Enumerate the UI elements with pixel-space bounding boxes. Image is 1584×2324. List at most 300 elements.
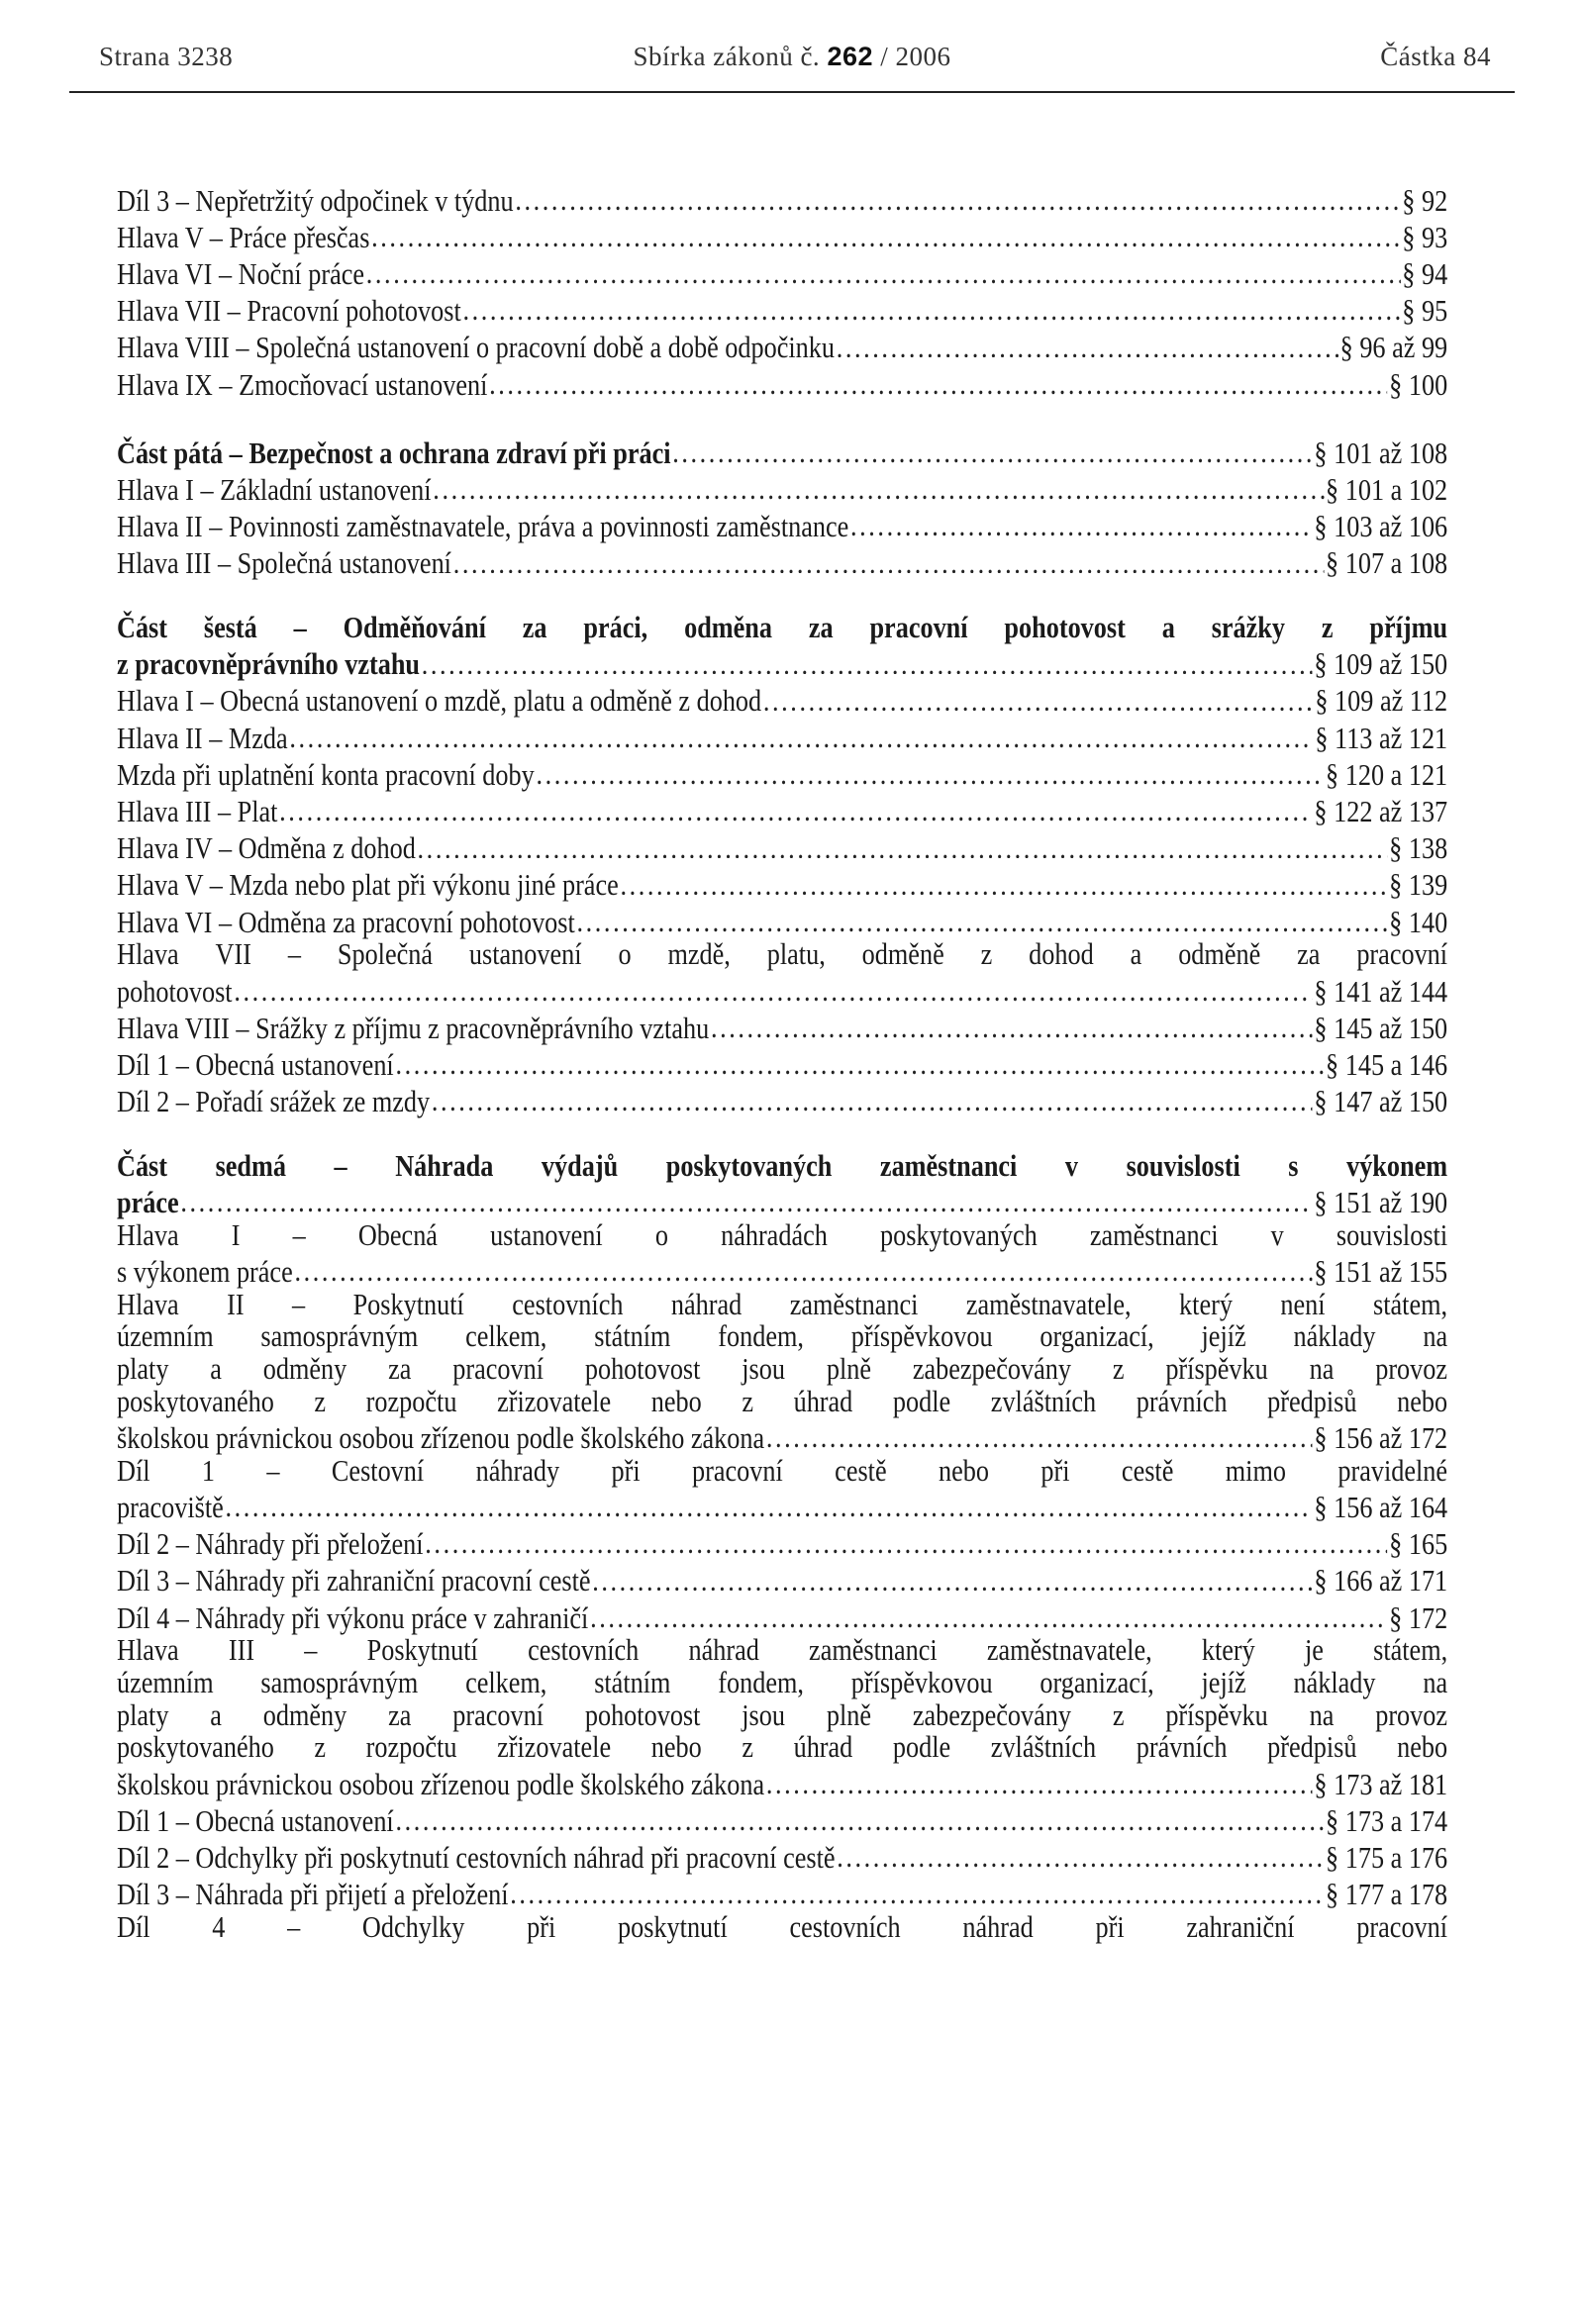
word: odměny <box>262 1352 347 1387</box>
section-reference: § 147 až 150 <box>1314 1085 1448 1119</box>
dot-leader <box>766 1764 1313 1794</box>
toc-part-heading <box>117 612 1447 681</box>
toc-entry-last-line <box>117 328 1447 364</box>
toc-entry-line <box>117 1353 1447 1386</box>
word: poskytovaných <box>879 1217 1038 1252</box>
toc-entry-line <box>117 1455 1447 1488</box>
dot-leader <box>366 253 1401 284</box>
word: cestovních <box>512 1287 624 1321</box>
toc-entry <box>117 1634 1447 1800</box>
toc-entry-last-line <box>117 1487 1447 1523</box>
word: – <box>266 1453 280 1488</box>
word: jsou <box>742 1352 785 1387</box>
word: předpisů <box>1267 1384 1357 1418</box>
word: Hlava <box>117 1633 179 1668</box>
toc-entry-last-line <box>117 718 1447 754</box>
dot-leader <box>418 828 1388 859</box>
dot-leader <box>226 1487 1313 1517</box>
word: – <box>287 937 301 972</box>
word: z <box>1112 1352 1125 1387</box>
word: – <box>293 611 307 645</box>
toc-entry-title: Díl 4 – Náhrady při výkonu práce v zahraničí <box>117 1600 589 1635</box>
word: plně <box>826 1352 871 1387</box>
toc-entry-last-line <box>117 1044 1447 1081</box>
word: předpisů <box>1267 1730 1357 1765</box>
word: státním <box>594 1665 671 1699</box>
word: Hlava <box>117 1287 179 1321</box>
section-reference: § 138 <box>1389 831 1448 866</box>
toc-entry-last-line <box>117 291 1447 328</box>
toc-entry-title: Hlava V – Práce přesčas <box>117 220 370 254</box>
word: pracovní <box>692 1453 783 1488</box>
toc-entry-title: Hlava I – Obecná ustanovení o mzdě, platu a odměně z dohod <box>117 684 762 719</box>
word: fondem, <box>718 1665 804 1699</box>
toc-entry-last-line <box>117 1251 1447 1288</box>
word: fondem, <box>718 1319 804 1354</box>
word: příjmu <box>1369 611 1448 645</box>
word: práci, <box>583 611 648 645</box>
word: mimo <box>1225 1453 1286 1488</box>
toc-entry-last-line <box>117 865 1447 902</box>
word: náklady <box>1293 1319 1376 1354</box>
section-reference: § 122 až 137 <box>1314 795 1448 829</box>
dot-leader <box>279 792 1313 823</box>
toc-entry-title: Díl 2 – Odchylky při poskytnutí cestovních náhrad při pracovní cestě <box>117 1840 836 1875</box>
word: odměně <box>1178 937 1261 972</box>
word: a <box>210 1697 222 1732</box>
word: jejíž <box>1201 1665 1246 1699</box>
toc-entry <box>117 217 1447 253</box>
word: pohotovost <box>1004 611 1126 645</box>
word: při <box>611 1453 641 1488</box>
toc-entry <box>117 469 1447 506</box>
section-reference: § 96 až 99 <box>1339 331 1448 365</box>
word: úhrad <box>793 1730 853 1765</box>
word: zřizovatele <box>497 1384 612 1418</box>
dot-leader <box>763 681 1314 712</box>
toc-entry-title: Hlava IX – Zmocňovací ustanovení <box>117 367 488 402</box>
word: z <box>742 1730 753 1765</box>
word: šestá <box>203 611 257 645</box>
word: poskytovaných <box>665 1148 833 1183</box>
word: Společná <box>337 937 434 972</box>
word: Díl <box>117 1909 150 1944</box>
section-reference: § 103 až 106 <box>1314 510 1448 544</box>
word: provoz <box>1375 1697 1448 1732</box>
toc-entry-title: Hlava VI – Noční práce <box>117 256 365 291</box>
word: výdajů <box>541 1148 619 1183</box>
toc-entry-last-line <box>117 754 1447 791</box>
toc-entry-line <box>117 1911 1447 1944</box>
toc-entry <box>117 754 1447 791</box>
section-reference: § 151 až 190 <box>1314 1186 1448 1220</box>
toc-entry <box>117 291 1447 328</box>
toc-entry <box>117 1800 1447 1837</box>
dot-leader <box>711 1008 1313 1038</box>
section-reference: § 101 až 108 <box>1314 436 1448 470</box>
word: není <box>1280 1287 1326 1321</box>
word: cestovních <box>789 1909 901 1944</box>
toc-entry <box>117 1561 1447 1598</box>
word: samosprávným <box>260 1319 419 1354</box>
toc-entry-last-line <box>117 1418 1447 1455</box>
toc-entry-line <box>117 1731 1447 1764</box>
toc-entry-title: Hlava VII – Pracovní pohotovost <box>117 294 461 329</box>
toc-entry <box>117 507 1447 543</box>
toc-entry <box>117 1911 1447 1944</box>
word: zahraniční <box>1186 1909 1295 1944</box>
dot-leader <box>837 1837 1324 1868</box>
dot-leader <box>577 902 1388 932</box>
toc-entry-title: Hlava II – Mzda <box>117 721 288 755</box>
toc-entry-title: školskou právnickou osobou zřízenou podle školského zákona <box>117 1767 765 1801</box>
toc-entry-last-line <box>117 1764 1447 1800</box>
word: dohod <box>1029 937 1094 972</box>
word: odměna <box>684 611 772 645</box>
word: Obecná <box>357 1217 438 1252</box>
dot-leader <box>672 433 1312 463</box>
section-reference: § 109 až 112 <box>1315 684 1448 719</box>
collection-prefix: Sbírka zákonů č. <box>633 42 821 71</box>
word: nebo <box>650 1384 702 1418</box>
word: v <box>1064 1148 1079 1183</box>
toc-entry-title: Díl 3 – Nepřetržitý odpočinek v týdnu <box>117 183 514 218</box>
page-header <box>69 28 1515 93</box>
toc-entry-line <box>117 938 1447 971</box>
toc-entry-title: školskou právnickou osobou zřízenou podle školského zákona <box>117 1421 765 1455</box>
word: Poskytnutí <box>352 1287 464 1321</box>
word: při <box>1040 1453 1070 1488</box>
toc-entry-line <box>117 612 1447 644</box>
word: nebo <box>939 1453 990 1488</box>
toc-entry-title: Hlava II – Povinnosti zaměstnavatele, práva a povinnosti zaměstnance <box>117 510 849 544</box>
word: zaměstnanci <box>879 1148 1018 1183</box>
section-reference: § 156 až 164 <box>1314 1490 1448 1524</box>
word: a <box>210 1352 222 1387</box>
word: z <box>314 1730 327 1765</box>
word: na <box>1423 1319 1448 1354</box>
word: pohotovost <box>584 1352 701 1387</box>
word: za <box>1297 937 1321 972</box>
word: právních <box>1136 1384 1228 1418</box>
word: pracovní <box>452 1352 544 1387</box>
dot-leader <box>462 291 1400 322</box>
word: nebo <box>650 1730 702 1765</box>
word: platu, <box>766 937 826 972</box>
word: zabezpečovány <box>912 1697 1072 1732</box>
dot-leader <box>432 1082 1313 1113</box>
word: právních <box>1136 1730 1228 1765</box>
section-reference: § 166 až 171 <box>1314 1564 1448 1598</box>
toc-entry-title: Hlava I – Základní ustanovení <box>117 472 432 507</box>
section-reference: § 109 až 150 <box>1314 647 1448 682</box>
section-reference: § 177 a 178 <box>1326 1878 1448 1912</box>
section-reference: § 145 a 146 <box>1326 1047 1448 1082</box>
toc-entry-line <box>117 1386 1447 1418</box>
word: příspěvkovou <box>850 1665 993 1699</box>
toc-entry-last-line <box>117 180 1447 217</box>
toc-part-heading <box>117 433 1447 469</box>
word: 4 <box>212 1909 226 1944</box>
toc-entry-title: Díl 3 – Náhrada při přijetí a přeložení <box>117 1878 509 1912</box>
word: ustanovení <box>468 937 582 972</box>
dot-leader <box>453 543 1325 574</box>
toc-entry-title: Hlava III – Společná ustanovení <box>117 546 451 581</box>
toc-entry-last-line <box>117 1082 1447 1118</box>
word: úhrad <box>793 1384 853 1418</box>
word: Část <box>117 1148 168 1183</box>
word: příspěvkovou <box>850 1319 993 1354</box>
dot-leader <box>850 507 1313 537</box>
dot-leader <box>536 754 1324 785</box>
law-year: / 2006 <box>880 42 951 71</box>
issue-number: Částka 84 <box>1380 42 1491 71</box>
toc-entry <box>117 1082 1447 1118</box>
toc-entry-title: Díl 2 – Pořadí srážek ze mzdy <box>117 1085 431 1119</box>
word: plně <box>826 1697 871 1732</box>
toc-entry <box>117 828 1447 865</box>
word: cestě <box>835 1453 887 1488</box>
word: zvláštních <box>990 1730 1097 1765</box>
word: cestovních <box>528 1633 640 1668</box>
section-reference: § 175 a 176 <box>1326 1840 1448 1875</box>
word: zaměstnavatele, <box>965 1287 1132 1321</box>
word: cestě <box>1121 1453 1174 1488</box>
word: je <box>1304 1633 1324 1668</box>
section-reference: § 173 až 181 <box>1314 1767 1448 1801</box>
toc-entry-last-line <box>117 217 1447 253</box>
toc-entry <box>117 1455 1447 1524</box>
toc-entry-last-line <box>117 1561 1447 1598</box>
toc-entry <box>117 681 1447 718</box>
word: organizací, <box>1040 1665 1154 1699</box>
word: příspěvku <box>1165 1352 1268 1387</box>
word: za <box>808 611 834 645</box>
word: při <box>527 1909 556 1944</box>
section-reference: § 95 <box>1402 294 1448 329</box>
toc-entry <box>117 1875 1447 1911</box>
word: na <box>1309 1697 1335 1732</box>
word: 1 <box>201 1453 216 1488</box>
toc-entry-title: s výkonem práce <box>117 1254 293 1289</box>
toc-entry-line <box>117 1667 1447 1699</box>
word: odměně <box>861 937 944 972</box>
toc-entry-title: Hlava IV – Odměna z dohod <box>117 831 416 866</box>
dot-leader <box>433 469 1324 500</box>
word: I <box>231 1217 241 1252</box>
word: II <box>227 1287 245 1321</box>
section-reference: § 101 a 102 <box>1326 472 1448 507</box>
word: který <box>1201 1633 1255 1668</box>
toc-entry-title: Část pátá – Bezpečnost a ochrana zdraví při práci <box>117 436 671 470</box>
word: s <box>1288 1148 1299 1183</box>
word: Hlava <box>117 1217 179 1252</box>
word: státním <box>594 1319 671 1354</box>
toc-entry-title: pohotovost <box>117 974 233 1009</box>
word: zřizovatele <box>497 1730 612 1765</box>
word: – <box>292 1217 306 1252</box>
section-reference: § 94 <box>1402 256 1448 291</box>
word: za <box>388 1352 412 1387</box>
toc-entry <box>117 1219 1447 1289</box>
word: samosprávným <box>260 1665 419 1699</box>
word: Díl <box>117 1453 150 1488</box>
word: státem, <box>1373 1287 1448 1321</box>
toc-entry-last-line <box>117 902 1447 938</box>
section-reference: § 100 <box>1389 367 1448 402</box>
collection-title <box>69 42 1515 72</box>
dot-leader <box>489 364 1387 395</box>
word: pracovní <box>452 1697 544 1732</box>
word: náhrad <box>962 1909 1034 1944</box>
word: poskytnutí <box>617 1909 728 1944</box>
word: zaměstnavatele, <box>986 1633 1152 1668</box>
toc-entry-last-line <box>117 971 1447 1008</box>
section-reference: § 172 <box>1389 1600 1448 1635</box>
word: Část <box>117 611 168 645</box>
toc-entry-last-line <box>117 1524 1447 1561</box>
word: Odměňování <box>343 611 486 645</box>
toc-entry-title: Díl 3 – Náhrady při zahraniční pracovní cestě <box>117 1564 591 1598</box>
law-number: 262 <box>827 42 873 71</box>
word: mzdě, <box>667 937 731 972</box>
toc-entry-title: Hlava V – Mzda nebo plat při výkonu jiné práce <box>117 868 619 903</box>
toc-entry <box>117 543 1447 580</box>
word: o <box>654 1217 668 1252</box>
word: výkonem <box>1346 1148 1448 1183</box>
word: náhrady <box>475 1453 560 1488</box>
dot-leader <box>422 644 1313 675</box>
toc-entry <box>117 792 1447 828</box>
word: za <box>388 1697 412 1732</box>
toc-entry-title: Díl 1 – Obecná ustanovení <box>117 1047 394 1082</box>
section-reference: § 165 <box>1389 1527 1448 1562</box>
section-reference: § 140 <box>1389 905 1448 939</box>
dot-leader <box>180 1183 1312 1213</box>
word: Poskytnutí <box>366 1633 478 1668</box>
word: nebo <box>1397 1730 1448 1765</box>
toc-entry-last-line <box>117 1800 1447 1837</box>
toc-entry-line <box>117 1699 1447 1732</box>
section-reference: § 156 až 172 <box>1314 1421 1448 1455</box>
dot-leader <box>395 1044 1324 1075</box>
word: rozpočtu <box>365 1384 457 1418</box>
word: zaměstnanci <box>789 1287 919 1321</box>
section-reference: § 93 <box>1402 220 1448 254</box>
toc-entry-last-line <box>117 433 1447 469</box>
word: poskytovaného <box>117 1384 274 1418</box>
section-reference: § 113 až 121 <box>1315 721 1448 755</box>
toc-entry-last-line <box>117 828 1447 865</box>
toc-entry <box>117 1837 1447 1874</box>
dot-leader <box>234 971 1312 1002</box>
toc-entry <box>117 1044 1447 1081</box>
toc-entry-last-line <box>117 792 1447 828</box>
toc-entry-line <box>117 1289 1447 1321</box>
toc-entry-last-line <box>117 681 1447 718</box>
word: VII <box>215 937 251 972</box>
toc-entry-title: z pracovněprávního vztahu <box>117 647 421 682</box>
word: náhrad <box>670 1287 742 1321</box>
word: jejíž <box>1201 1319 1246 1354</box>
dot-leader <box>371 217 1400 247</box>
toc-entry <box>117 902 1447 938</box>
word: podle <box>892 1730 951 1765</box>
word: náklady <box>1293 1665 1376 1699</box>
word: – <box>292 1287 306 1321</box>
word: v <box>1270 1217 1284 1252</box>
word: o <box>618 937 632 972</box>
word: – <box>334 1148 347 1183</box>
word: odměny <box>262 1697 347 1732</box>
word: pracovní <box>1356 937 1448 972</box>
toc-entry-last-line <box>117 543 1447 580</box>
word: a <box>1161 611 1175 645</box>
toc-entry-last-line <box>117 1183 1447 1219</box>
toc-entry-line <box>117 1150 1447 1183</box>
word: při <box>1095 1909 1125 1944</box>
word: celkem, <box>465 1319 547 1354</box>
toc-entry <box>117 1598 1447 1634</box>
word: z <box>314 1384 327 1418</box>
word: na <box>1309 1352 1335 1387</box>
word: Hlava <box>117 937 179 972</box>
word: náhradách <box>721 1217 828 1252</box>
toc-part-heading <box>117 1150 1447 1219</box>
word: náhrad <box>688 1633 759 1668</box>
word: Odchylky <box>361 1909 465 1944</box>
word: srážky <box>1211 611 1286 645</box>
toc-entry <box>117 865 1447 902</box>
word: územním <box>117 1319 214 1354</box>
word: platy <box>117 1697 169 1732</box>
toc-entry-title: Hlava III – Plat <box>117 795 278 829</box>
word: Cestovní <box>331 1453 425 1488</box>
word: rozpočtu <box>365 1730 457 1765</box>
word: provoz <box>1375 1352 1448 1387</box>
toc-entry-last-line <box>117 1837 1447 1874</box>
word: příspěvku <box>1165 1697 1268 1732</box>
word: pohotovost <box>584 1697 701 1732</box>
toc-entry-title: Hlava VIII – Srážky z příjmu z pracovněprávního vztahu <box>117 1011 710 1045</box>
toc-entry <box>117 938 1447 1008</box>
word: který <box>1179 1287 1233 1321</box>
word: za <box>522 611 547 645</box>
table-of-contents <box>117 180 1447 1944</box>
dot-leader <box>510 1875 1324 1905</box>
toc-entry-last-line <box>117 507 1447 543</box>
toc-entry-last-line <box>117 364 1447 401</box>
word: z <box>1321 611 1334 645</box>
toc-entry <box>117 180 1447 217</box>
section-reference: § 107 a 108 <box>1326 546 1448 581</box>
toc-entry <box>117 328 1447 364</box>
word: z <box>980 937 993 972</box>
word: ustanovení <box>490 1217 603 1252</box>
word: sedmá <box>215 1148 286 1183</box>
word: zvláštních <box>990 1384 1097 1418</box>
word: celkem, <box>465 1665 547 1699</box>
section-reference: § 141 až 144 <box>1314 974 1448 1009</box>
word: z <box>742 1384 753 1418</box>
toc-entry <box>117 1524 1447 1561</box>
section-reference: § 151 až 155 <box>1314 1254 1448 1289</box>
section-reference: § 120 a 121 <box>1326 757 1448 792</box>
dot-leader <box>425 1524 1387 1555</box>
word: souvislosti <box>1336 1217 1448 1252</box>
dot-leader <box>395 1800 1324 1831</box>
word: nebo <box>1397 1384 1448 1418</box>
